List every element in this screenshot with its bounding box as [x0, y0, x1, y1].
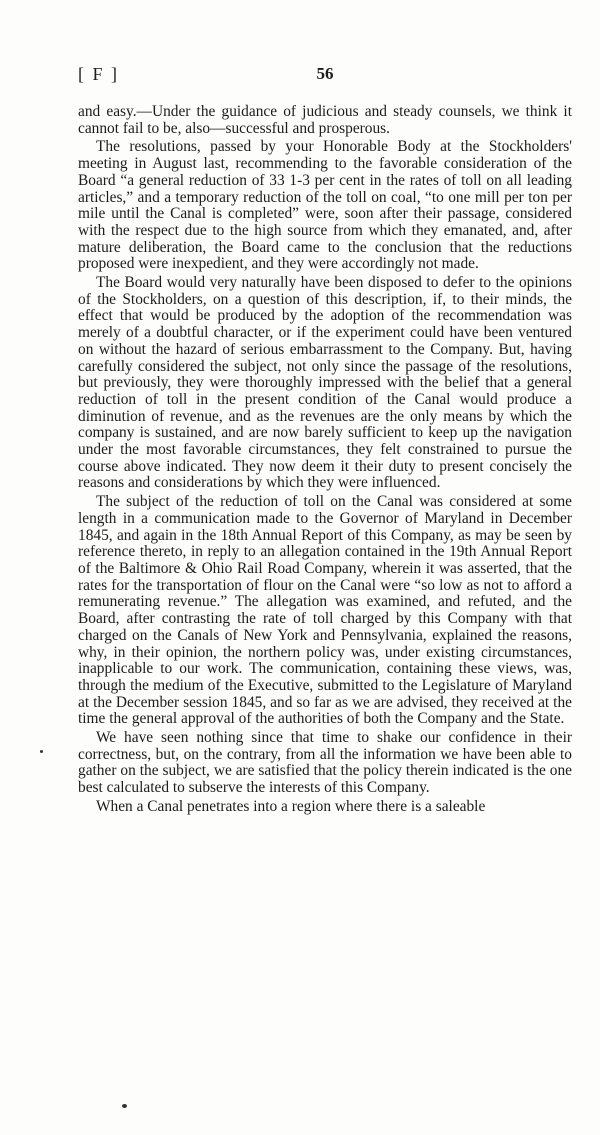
paragraph-board-disposition: The Board would very naturally have been disposed to defer to the opinions of the Stockholders, on a question of this description, if, to their minds, the effect that would be produced by the adoption of the recommendation was merely of a doubtful character, or if the experiment could have been ventured on without the hazard of serious embarrassment to the Company. But, having carefully considered the subject, not only since the passage of the resolutions, but previously, they were thoroughly impressed with the belief that a general reduction of toll in the present condition of the Canal would produce a diminution of revenue, and as the revenues are the only means by which the company is sustained, and are now barely sufficient to keep up the navigation under the most favorable circumstances, they felt constrained to pursue the course above indicated. They now deem it their duty to present concisely the reasons and considerations by which they were influenced. [78, 274, 572, 492]
paragraph-resolutions: The resolutions, passed by your Honorable Body at the Stockholders' meeting in August last, recommending to the favorable consideration of the Board “a general reduction of 33 1-3 per cent in the rates of toll on all leading articles,” and a temporary reduction of the toll on coal, “to one mill per ton per mile until the Canal is completed” were, soon after their passage, considered with the respect due to the high source from which they emanated, and, after mature deliberation, the Board came to the conclusion that the reductions proposed were inexpedient, and they were accordingly not made. [78, 138, 572, 273]
ink-speck-bottom [122, 1104, 127, 1108]
signature-mark: [ F ] [78, 64, 119, 84]
ink-speck-margin [40, 750, 43, 753]
page-header [78, 64, 572, 90]
page-number: 56 [316, 64, 334, 83]
paragraph-canal-region: When a Canal penetrates into a region where there is a saleable [96, 797, 486, 815]
paragraph-continuation: and easy.—Under the guidance of judicious and steady counsels, we think it cannot fail to be, also—successful and prosperous. [78, 103, 572, 137]
paragraph-toll-reduction-history: The subject of the reduction of toll on the Canal was considered at some length in a communication made to the Governor of Maryland in December 1845, and again in the 18th Annual Report of this Company, as may be seen by reference thereto, in reply to an allegation contained in the 19th Annual Report of the Baltimore & Ohio Rail Road Company, wherein it was asserted, that the rates for the transportation of flour on the Canal were “so low as not to afford a remunerating revenue.” The allegation was examined, and refuted, and the Board, after contrasting the rate of toll charged by this Company with that charged on the Canals of New York and Pennsylvania, explained the reasons, why, in their opinion, the northern policy was, under existing circumstances, inapplicable to our work. The communication, containing these views, was, through the medium of the Executive, submitted to the Legislature of Maryland at the December session 1845, and so far as we are advised, they received at the time the general approval of the authorities of both the Company and the State. [78, 493, 572, 728]
body-text [78, 104, 572, 816]
paragraph-confidence: We have seen nothing since that time to shake our confidence in their correctness, but, on the contrary, from all the information we have been able to gather on the subject, we are satisfied that the policy therein indicated is the one best calculated to subserve the interests of this Company. [78, 729, 572, 797]
